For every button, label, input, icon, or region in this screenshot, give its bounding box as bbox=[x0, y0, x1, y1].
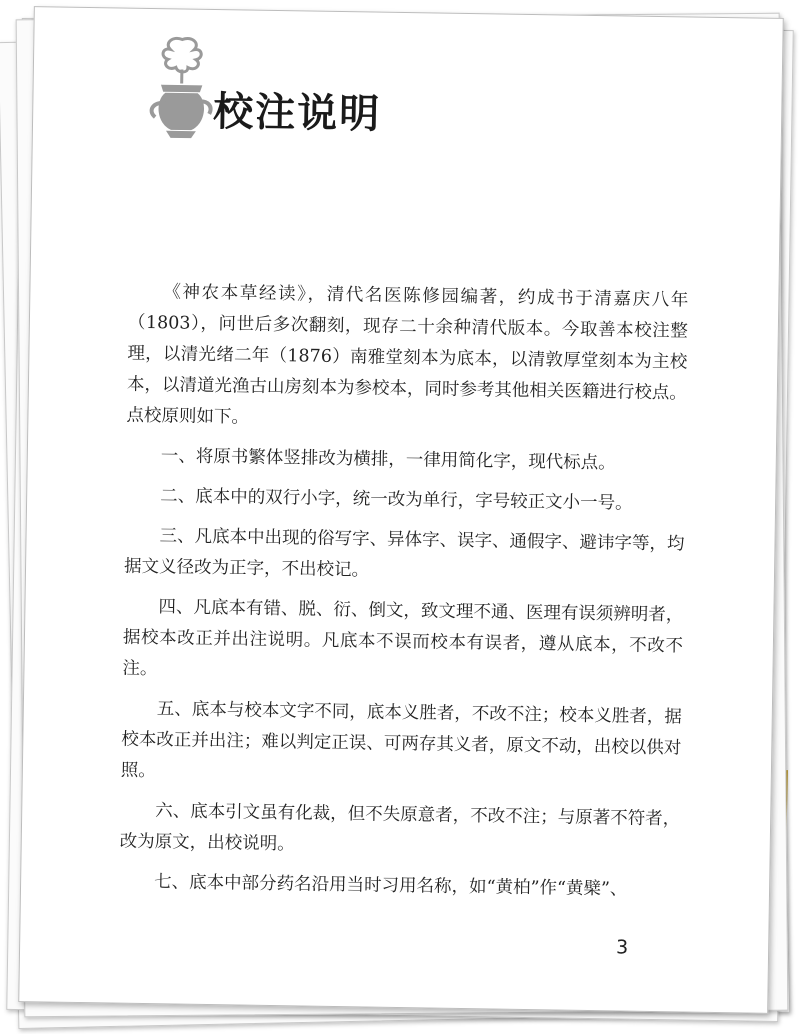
rule-paragraph: 七、底本中部分药名沿用当时习用名称，如“黄柏”作“黄檗”、 bbox=[153, 872, 628, 900]
page-number: 3 bbox=[615, 936, 629, 959]
intro-paragraph: 《神农本草经读》，清代名医陈修园编著，约成书于清嘉庆八年（1803），问世后多次翻刻，现存二十余种清代版本。今取善本校注整理，以清光绪二年（1876）南雅堂刻本为底本，以清敦厚堂刻本为主校本，以清道光渔古山房刻本为参校本，同时参考其他相关医籍进行校点。点校原则如下。 bbox=[126, 282, 689, 428]
rule-paragraph: 四、凡底本有错、脱、衍、倒文，致文理不通、医理有误须辨明者，据校本改正并出注说明。凡底本不误而校本有误者，遵从底本，不改不注。 bbox=[122, 597, 684, 680]
rule-paragraph: 二、底本中的双行小字，统一改为单行，字号较正文小一号。 bbox=[160, 486, 633, 514]
body-text bbox=[119, 277, 689, 916]
document-page bbox=[18, 6, 784, 1014]
herb-pot-ornament-icon bbox=[141, 31, 223, 142]
rule-paragraph: 五、底本与校本文字不同，底本义胜者，不改不注；校本义胜者，据校本改正并出注；难以判定正误、可两存其义者，原文不动，出校以供对照。 bbox=[120, 699, 682, 782]
page-title: 校注说明 bbox=[212, 89, 382, 138]
rule-paragraph: 三、凡底本中出现的俗写字、异体字、误字、通假字、避讳字等，均据文义径改为正字，不出校记。 bbox=[123, 526, 685, 581]
rule-paragraph: 一、将原书繁体竖排改为横排，一律用简化字，现代标点。 bbox=[160, 446, 616, 474]
rule-paragraph: 六、底本引文虽有化裁，但不失原意者，不改不注；与原著不符者，改为原文，出校说明。 bbox=[119, 801, 681, 855]
